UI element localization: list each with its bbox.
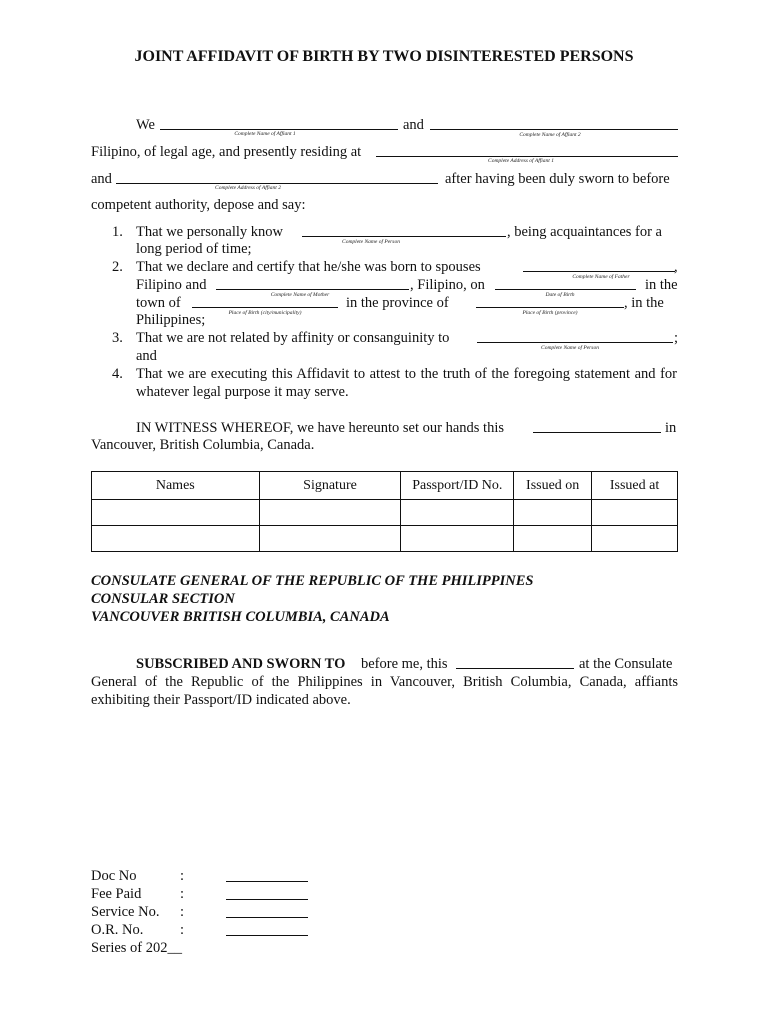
item2-text-h: Philippines; <box>136 312 206 328</box>
address2-caption: Complete Address of Affiant 2 <box>215 185 281 191</box>
item-number: 4. <box>112 366 123 382</box>
affiants-table <box>91 471 678 552</box>
column-header-issued-at: Issued at <box>592 472 678 500</box>
item1-text-b: , being acquaintances for a <box>507 224 662 240</box>
series-label: Series of 202__ <box>91 940 183 956</box>
we-label: We <box>136 117 155 133</box>
item4-text-b: whatever legal purpose it may serve. <box>136 384 349 400</box>
item4-text-a: That we are executing this Affidavit to attest to the truth of the foregoing statement and for <box>136 366 677 382</box>
table-header-row <box>92 472 678 500</box>
affiant1-name-blank[interactable] <box>160 129 398 130</box>
table-cell[interactable] <box>259 500 401 526</box>
witness-text-b: in <box>665 420 677 436</box>
fee-paid-blank[interactable] <box>226 899 308 900</box>
town-blank[interactable] <box>192 307 338 308</box>
date-of-birth-blank[interactable] <box>495 289 636 290</box>
residing-text: Filipino, of legal age, and presently residing at <box>91 144 362 160</box>
mother-caption: Complete Name of Mother <box>270 292 330 298</box>
colon: : <box>180 904 185 920</box>
sworn-date-blank[interactable] <box>456 668 574 669</box>
sworn-text-b: at the Consulate <box>579 656 673 672</box>
document-title: JOINT AFFIDAVIT OF BIRTH BY TWO DISINTERESTED PERSONS <box>134 48 634 65</box>
item1-text-c: long period of time; <box>136 241 252 257</box>
dob-caption: Date of Birth <box>545 292 575 298</box>
affiant2-name-blank[interactable] <box>430 129 678 130</box>
item2-text-e: town of <box>136 295 181 311</box>
and-label-1: and <box>403 117 424 133</box>
item2-text-a: That we declare and certify that he/she was born to spouses <box>136 259 481 275</box>
service-no-label: Service No. <box>91 904 160 920</box>
item2-text-f: in the province of <box>346 295 449 311</box>
known-person-caption: Complete Name of Person <box>342 239 400 245</box>
table-cell[interactable] <box>514 526 592 552</box>
sworn-text-c: General of the Republic of the Philippines in Vancouver, British Columbia, Canada, affiants <box>91 674 678 690</box>
item2-comma: , <box>674 259 678 275</box>
table-cell[interactable] <box>401 500 514 526</box>
witness-text-c: Vancouver, British Columbia, Canada. <box>91 437 315 453</box>
province-blank[interactable] <box>476 307 624 308</box>
sworn-text-d: exhibiting their Passport/ID indicated above. <box>91 692 351 708</box>
consulate-line-3: VANCOUVER BRITISH COLUMBIA, CANADA <box>91 609 390 625</box>
table-cell[interactable] <box>592 500 678 526</box>
doc-no-blank[interactable] <box>226 881 308 882</box>
table-cell[interactable] <box>259 526 401 552</box>
depose-text: competent authority, depose and say: <box>91 197 306 213</box>
witness-text-a: IN WITNESS WHEREOF, we have hereunto set our hands this <box>136 420 504 436</box>
column-header-issued-on: Issued on <box>514 472 592 500</box>
witness-date-blank[interactable] <box>533 432 661 433</box>
table-cell[interactable] <box>592 526 678 552</box>
doc-no-label: Doc No <box>91 868 137 884</box>
or-no-label: O.R. No. <box>91 922 144 938</box>
item-number: 2. <box>112 259 123 275</box>
item-number: 1. <box>112 224 123 240</box>
father-name-blank[interactable] <box>523 271 675 272</box>
item2-text-d: in the <box>645 277 678 293</box>
item-number: 3. <box>112 330 123 346</box>
unrelated-person-blank[interactable] <box>477 342 673 343</box>
address1-caption: Complete Address of Affiant 1 <box>488 158 554 164</box>
address1-blank[interactable] <box>376 156 678 157</box>
after-sworn-text: after having been duly sworn to before <box>445 171 670 187</box>
item3-semicolon: ; <box>674 330 679 346</box>
item2-text-g: , in the <box>624 295 664 311</box>
table-row <box>92 500 678 526</box>
sworn-text-a: before me, this <box>361 656 448 672</box>
column-header-passport: Passport/ID No. <box>401 472 514 500</box>
consulate-line-1: CONSULATE GENERAL OF THE REPUBLIC OF THE PHILIPPINES <box>91 573 534 589</box>
known-person-blank[interactable] <box>302 236 506 237</box>
table-cell[interactable] <box>514 500 592 526</box>
table-cell[interactable] <box>92 526 260 552</box>
table-cell[interactable] <box>92 500 260 526</box>
item2-text-b: Filipino and <box>136 277 207 293</box>
service-no-blank[interactable] <box>226 917 308 918</box>
item3-text-b: and <box>136 348 157 364</box>
affiant1-caption: Complete Name of Affiant 1 <box>234 131 296 137</box>
item3-text-a: That we are not related by affinity or consanguinity to <box>136 330 450 346</box>
item1-text-a: That we personally know <box>136 224 283 240</box>
mother-name-blank[interactable] <box>216 289 409 290</box>
unrelated-person-caption: Complete Name of Person <box>541 345 599 351</box>
sworn-bold-text: SUBSCRIBED AND SWORN TO <box>136 656 346 672</box>
column-header-names: Names <box>92 472 260 500</box>
colon: : <box>180 886 185 902</box>
consulate-line-2: CONSULAR SECTION <box>91 591 235 607</box>
colon: : <box>180 922 185 938</box>
colon: : <box>180 868 185 884</box>
table-cell[interactable] <box>401 526 514 552</box>
father-caption: Complete Name of Father <box>572 274 630 280</box>
fee-paid-label: Fee Paid <box>91 886 142 902</box>
address2-blank[interactable] <box>116 183 438 184</box>
table-row <box>92 526 678 552</box>
and-label-2: and <box>91 171 112 187</box>
affiant2-caption: Complete Name of Affiant 2 <box>519 132 581 138</box>
column-header-signature: Signature <box>259 472 401 500</box>
town-caption: Place of Birth (city/municipality) <box>228 310 302 316</box>
or-no-blank[interactable] <box>226 935 308 936</box>
item2-text-c: , Filipino, on <box>410 277 485 293</box>
province-caption: Place of Birth (province) <box>522 310 578 316</box>
